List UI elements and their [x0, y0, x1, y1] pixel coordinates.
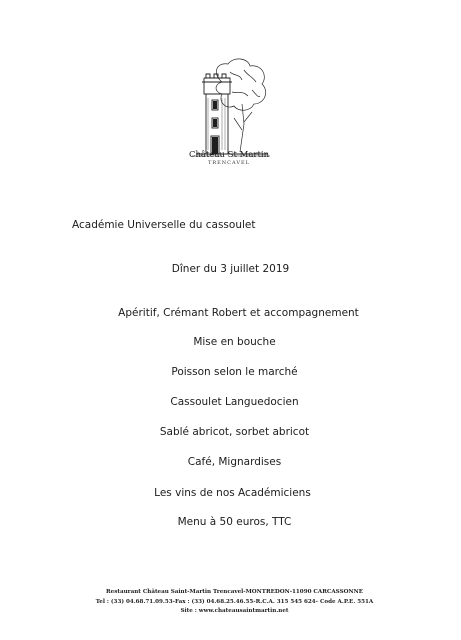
logo-name: Château St Martin [188, 150, 270, 160]
menu-item: Les vins de nos Académiciens [154, 487, 311, 499]
menu-item: Mise en bouche [193, 336, 276, 348]
menu-item: Poisson selon le marché [171, 366, 298, 378]
menu-item: Café, Mignardises [187, 456, 282, 468]
academy-heading: Académie Universelle du cassoulet [72, 219, 256, 231]
footer-contact: Tel : (33) 04.68.71.09.53-Fax : (33) 04.68.25.46.55-R.C.A. 315 545 624- Code A.P.E. 551A [95, 599, 374, 605]
castle-logo-icon [182, 52, 272, 162]
dinner-date: Dîner du 3 juillet 2019 [171, 263, 290, 275]
logo-subtitle: TRENCAVEL [208, 160, 250, 166]
menu-item: Cassoulet Languedocien [170, 396, 299, 408]
menu-item: Sablé abricot, sorbet abricot [159, 426, 310, 438]
menu-item: Apéritif, Crémant Robert et accompagnement [118, 307, 359, 319]
menu-price: Menu à 50 euros, TTC [177, 516, 292, 528]
footer-website: Site : www.chateausaintmartin.net [180, 608, 289, 614]
footer-address: Restaurant Château Saint-Martin Trencavel-MONTREDON-11090 CARCASSONNE [106, 589, 363, 595]
